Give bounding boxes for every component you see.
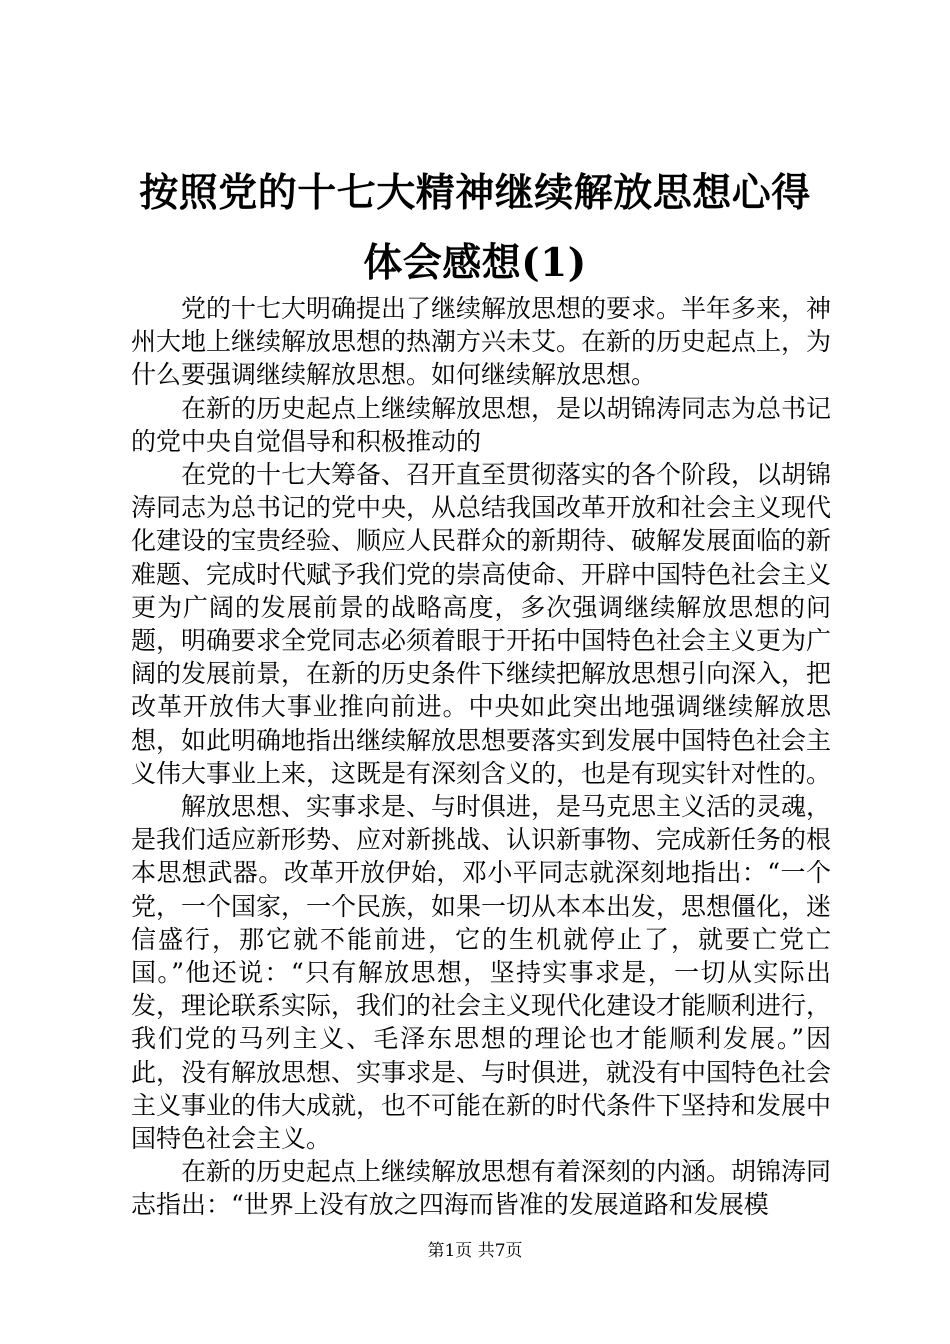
paragraph-3: 在党的十七大筹备、召开直至贯彻落实的各个阶段，以胡锦涛同志为总书记的党中央，从总结我国改革开放和社会主义现代化建设的宝贵经验、顺应人民群众的新期待、破解发展面临的新难题、完成时代赋予我们党的崇高使命、开辟中国特色社会主义更为广阔的发展前景的战略高度，多次强调继续解放思想的问题，明确要求全党同志必须着眼于开拓中国特色社会主义更为广阔的发展前景，在新的历史条件下继续把解放思想引向深入，把改革开放伟大事业推向前进。中央如此突出地强调继续解放思想，如此明确地指出继续解放思想要落实到发展中国特色社会主义伟大事业上来，这既是有深刻含义的，也是有现实针对性的。 (131, 460, 832, 788)
paragraph-5: 在新的历史起点上继续解放思想有着深刻的内涵。胡锦涛同志指出：“世界上没有放之四海而皆准的发展道路和发展模 (131, 1157, 832, 1220)
page-number-footer: 第1页 共7页 (427, 1241, 523, 1261)
paragraph-1: 党的十七大明确提出了继续解放思想的要求。半年多来，神州大地上继续解放思想的热潮方兴未艾。在新的历史起点上，为什么要强调继续解放思想。如何继续解放思想。 (131, 294, 832, 390)
paragraph-4: 解放思想、实事求是、与时俱进，是马克思主义活的灵魂，是我们适应新形势、应对新挑战、认识新事物、完成新任务的根本思想武器。改革开放伊始，邓小平同志就深刻地指出：“一个党，一个国家，一个民族，如果一切从本本出发，思想僵化，迷信盛行，那它就不能前进，它的生机就停止了，就要亡党亡国。”他还说：“只有解放思想，坚持实事求是，一切从实际出发，理论联系实际，我们的社会主义现代化建设才能顺利进行，我们党的马列主义、毛泽东思想的理论也才能顺利发展。”因此，没有解放思想、实事求是、与时俱进，就没有中国特色社会主义事业的伟大成就，也不可能在新的时代条件下坚持和发展中国特色社会主义。 (131, 792, 832, 1154)
document-title: 按照党的十七大精神继续解放思想心得体会感想(1) (139, 170, 811, 286)
paragraph-2: 在新的历史起点上继续解放思想，是以胡锦涛同志为总书记的党中央自觉倡导和积极推动的 (131, 393, 832, 456)
document-body (131, 292, 831, 1222)
